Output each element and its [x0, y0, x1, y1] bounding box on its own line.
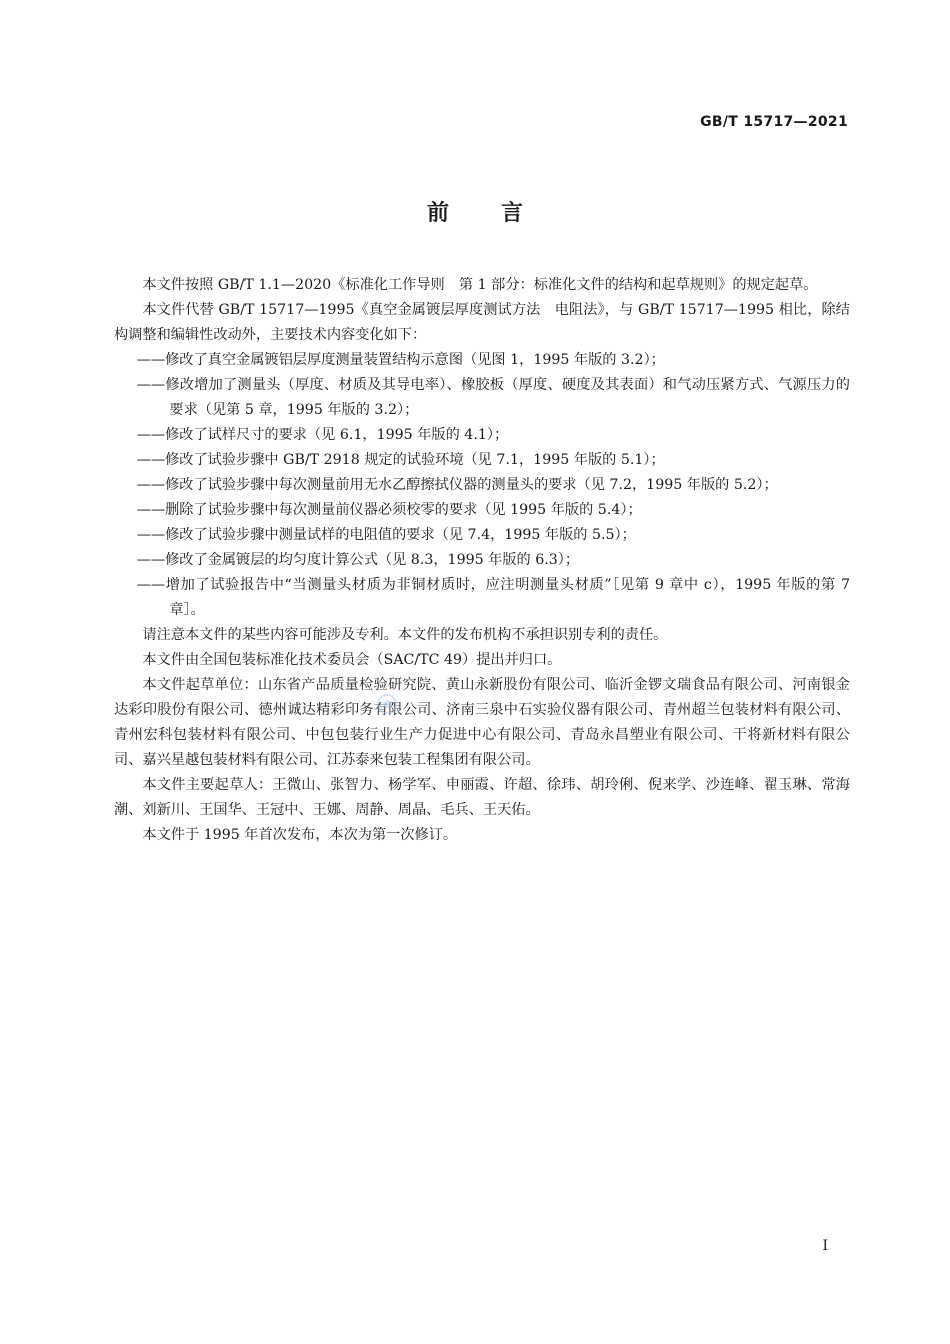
paragraph-committee: 本文件由全国包装标准化技术委员会（SAC/TC 49）提出并归口。	[142, 652, 562, 668]
standard-number: GB/T 15717—2021	[700, 114, 848, 130]
change-item: ——修改了试验步骤中每次测量前用无水乙醇擦拭仪器的测量头的要求（见 7.2，1995 年版的 5.2）；	[136, 477, 778, 493]
change-item: ——修改了试验步骤中测量试样的电阻值的要求（见 7.4，1995 年版的 5.5）；	[136, 527, 636, 543]
paragraph-drafters: 本文件主要起草人：王微山、张智力、杨学军、申丽霞、许超、徐玮、胡玲俐、倪来学、沙连峰、翟玉琳、常海潮、刘新川、王国华、王冠中、王娜、周静、周晶、毛兵、王天佑。	[114, 777, 850, 818]
change-item: ——修改了真空金属镀铝层厚度测量装置结构示意图（见图 1，1995 年版的 3.2）；	[136, 352, 665, 368]
page-title: 前言	[426, 201, 575, 226]
paragraph-drafting-units: 本文件起草单位：山东省产品质量检验研究院、黄山永新股份有限公司、临沂金锣文瑞食品有限公司、河南银金达彩印股份有限公司、德州诚达精彩印务有限公司、济南三泉中石实验仪器有限公司、青州超兰包装材料有限公司、青州宏科包装材料有限公司、中包包装行业生产力促进中心有限公司、青岛永昌塑业有限公司、干将新材料有限公司、嘉兴星越包装材料有限公司、江苏泰来包装工程集团有限公司。	[114, 677, 850, 768]
change-item: ——删除了试验步骤中每次测量前仪器必须校零的要求（见 1995 年版的 5.4）；	[136, 502, 642, 518]
change-item: ——修改增加了测量头（厚度、材质及其导电率）、橡胶板（厚度、硬度及其表面）和气动压紧方式、气源压力的要求（见第 5 章，1995 年版的 3.2）；	[136, 377, 850, 418]
foreword-body	[114, 273, 850, 848]
paragraph-patent-notice: 请注意本文件的某些内容可能涉及专利。本文件的发布机构不承担识别专利的责任。	[142, 627, 668, 643]
change-item: ——修改了试验步骤中 GB/T 2918 规定的试验环境（见 7.1，1995 年版的 5.1）；	[136, 452, 665, 468]
page-number: I	[822, 1238, 828, 1254]
watermark-icon	[375, 692, 399, 716]
change-item: ——增加了试验报告中“当测量头材质为非铜材质时，应注明测量头材质”［见第 9 章中 c），1995 年版的第 7 章］。	[136, 577, 850, 618]
paragraph-history: 本文件于 1995 年首次发布，本次为第一次修订。	[142, 827, 458, 843]
paragraph-drafting-rule: 本文件按照 GB/T 1.1—2020《标准化工作导则 第 1 部分：标准化文件的结构和起草规则》的规定起草。	[142, 277, 818, 293]
paragraph-replacement: 本文件代替 GB/T 15717—1995《真空金属镀层厚度测试方法 电阻法》，与 GB/T 15717—1995 相比，除结构调整和编辑性改动外，主要技术内容变化如下：	[114, 302, 850, 343]
change-item: ——修改了金属镀层的均匀度计算公式（见 8.3，1995 年版的 6.3）；	[136, 552, 580, 568]
change-item: ——修改了试样尺寸的要求（见 6.1，1995 年版的 4.1）；	[136, 427, 509, 443]
